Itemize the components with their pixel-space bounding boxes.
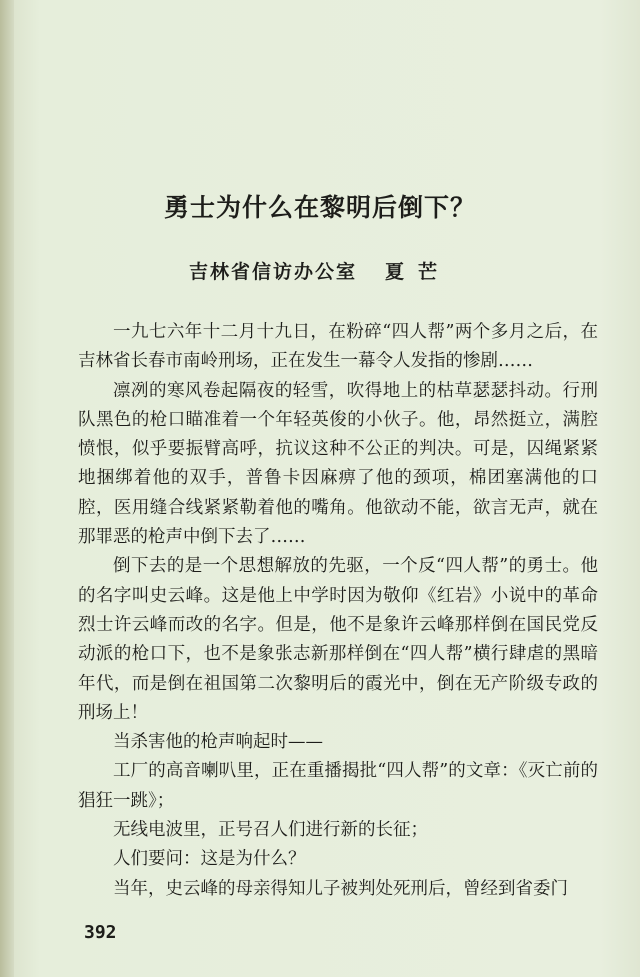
paragraph: 当杀害他的枪声响起时—— <box>113 732 323 753</box>
paragraph: 无线电波里，正号召人们进行新的长征； <box>113 820 428 841</box>
paragraph: 当年，史云峰的母亲得知儿子被判处死刑后，曾经到省委门 <box>113 878 568 899</box>
byline-author: 夏芒 <box>385 261 452 283</box>
page-number: 392 <box>84 922 117 943</box>
paragraph: 倒下去的是一个思想解放的先驱，一个反“四人帮”的勇士。他的名字叫史云峰。这是他上中学时因为敬仰《红岩》小说中的革命烈士许云峰而改的名字。但是，他不是象许云峰那样倒在国民党反动派的枪口下，也不是象张志新那样倒在“四人帮”横行肆虐的黑暗年代，而是倒在祖国第二次黎明后的霞光中，倒在无产阶级专政的刑场上！ <box>78 556 598 723</box>
article-title: 勇士为什么在黎明后倒下？ <box>163 193 476 222</box>
paragraph: 凛冽的寒风卷起隔夜的轻雪，吹得地上的枯草瑟瑟抖动。行刑队黑色的枪口瞄准着一个年轻英俊的小伙子。他，昂然挺立，满腔愤恨，似乎要振臂高呼，抗议这种不公正的判决。可是，囚绳紧紧地捆绑着他的双手，普鲁卡因麻痹了他的颈项，棉团塞满他的口腔，医用缝合线紧紧勒着他的嘴角。他欲动不能，欲言无声，就在那罪恶的枪声中倒下去了…… <box>78 380 598 548</box>
paragraph: 工厂的高音喇叭里，正在重播揭批“四人帮”的文章：《灭亡前的猖狂一跳》； <box>78 761 598 811</box>
book-spine-shadow <box>0 0 14 977</box>
article-body <box>78 318 598 904</box>
byline-organization: 吉林省信访办公室 <box>188 261 357 283</box>
paragraph: 一九七六年十二月十九日，在粉碎“四人帮”两个多月之后，在吉林省长春市南岭刑场，正在发生一幕令人发指的惨剧…… <box>78 322 598 372</box>
paragraph: 人们要问：这是为什么？ <box>113 849 306 870</box>
article-byline <box>0 257 640 284</box>
